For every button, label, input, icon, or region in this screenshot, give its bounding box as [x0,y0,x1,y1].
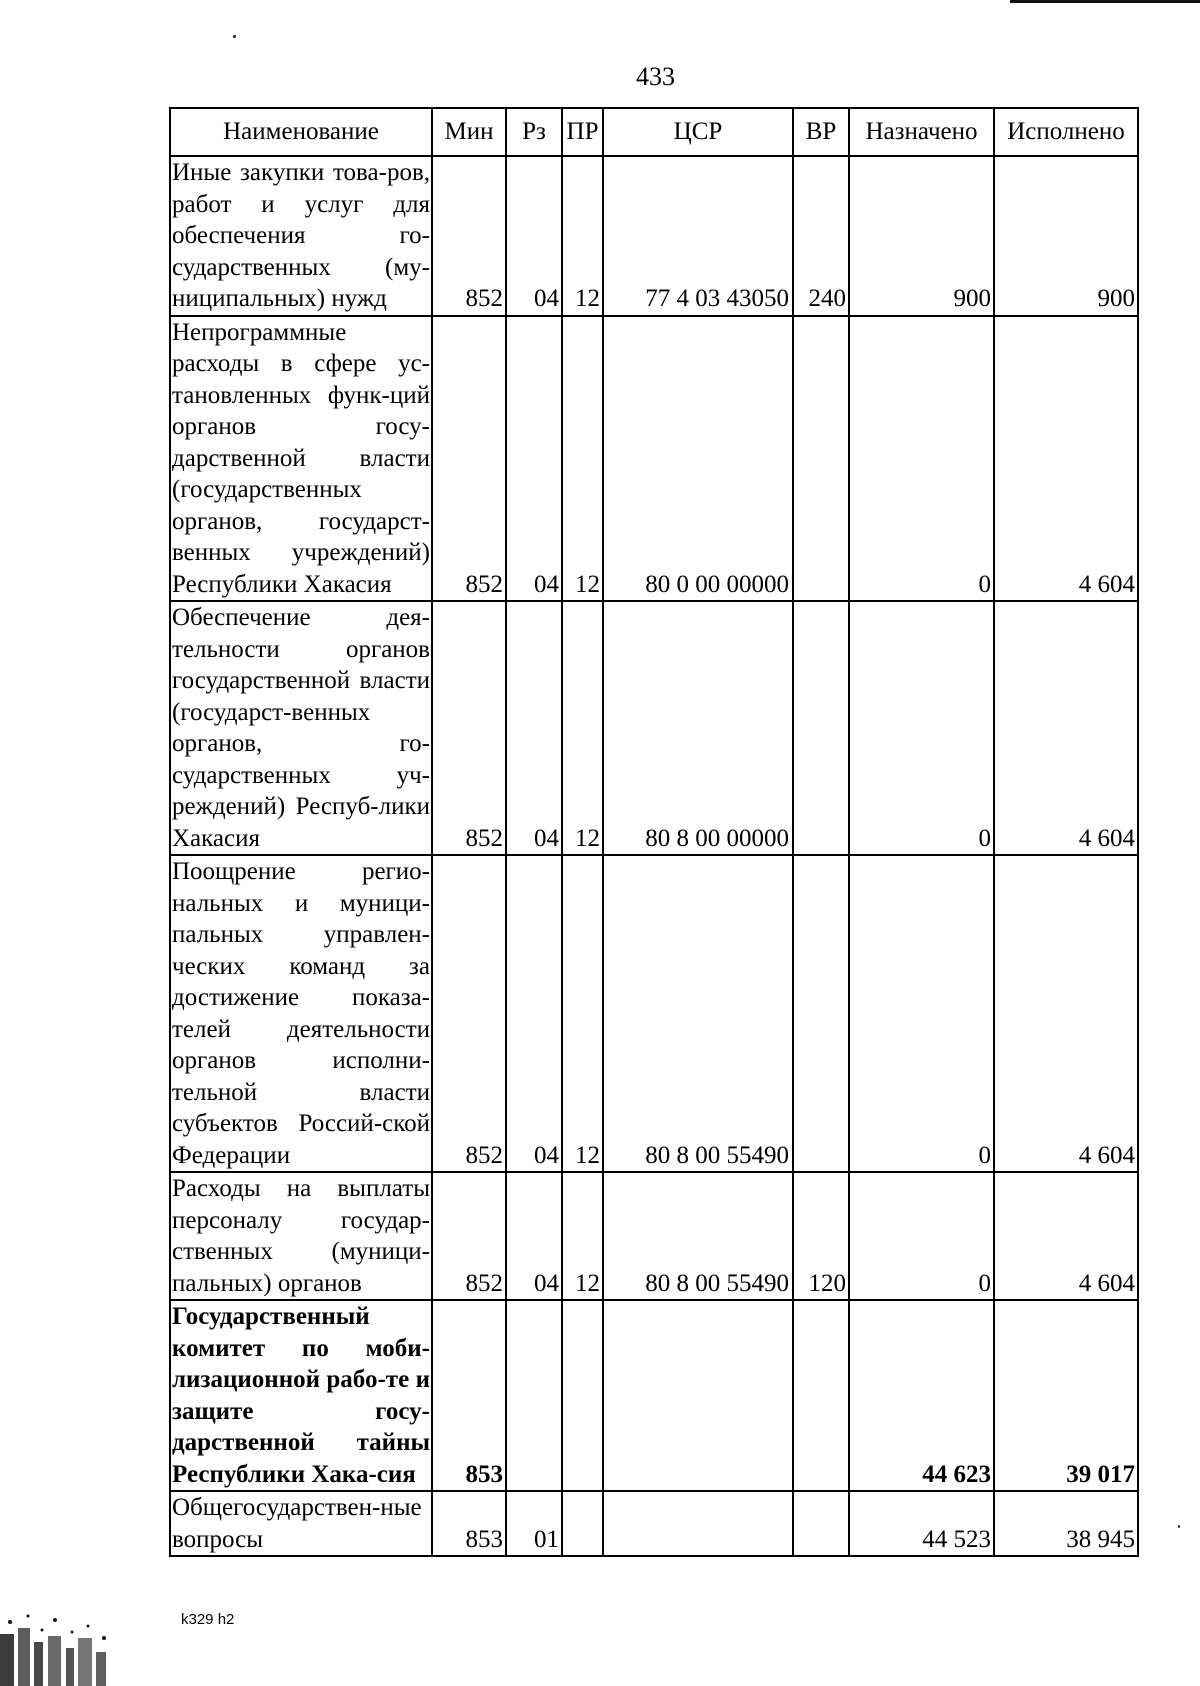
cell-vr [793,601,849,855]
cell-csr: 80 8 00 55490 [603,855,793,1172]
cell-csr: 80 8 00 55490 [603,1172,793,1300]
cell-csr [603,1491,793,1556]
cell-executed: 4 604 [994,601,1138,855]
cell-pr: 12 [562,316,603,602]
cell-name: Государственный комитет по моби-лизационной рабо-те и защите госу-дарственной тайны Республики Хака-сия [170,1300,432,1491]
table-row [170,156,1138,316]
budget-table [169,107,1139,1557]
cell-executed: 900 [994,156,1138,316]
cell-vr [793,855,849,1172]
table-header-row [170,108,1138,156]
cell-rz: 04 [506,1172,562,1300]
cell-pr [562,1300,603,1491]
cell-executed: 39 017 [994,1300,1138,1491]
cell-executed: 4 604 [994,1172,1138,1300]
cell-rz: 04 [506,601,562,855]
table-row [170,1491,1138,1556]
cell-assigned: 44 523 [849,1491,994,1556]
cell-pr: 12 [562,855,603,1172]
cell-csr: 80 8 00 00000 [603,601,793,855]
cell-min: 852 [432,156,506,316]
cell-rz: 04 [506,855,562,1172]
cell-rz: 04 [506,316,562,602]
cell-vr [793,1491,849,1556]
scan-speck [233,35,236,38]
table-row [170,855,1138,1172]
cell-executed: 4 604 [994,855,1138,1172]
header-executed: Исполнено [994,108,1138,156]
cell-name: Иные закупки това-ров, работ и услуг для обеспечения го-сударственных (му-ниципальных) нужд [170,156,432,316]
cell-min: 853 [432,1300,506,1491]
cell-rz [506,1300,562,1491]
cell-pr: 12 [562,1172,603,1300]
header-min: Мин [432,108,506,156]
cell-csr: 77 4 03 43050 [603,156,793,316]
header-csr: ЦСР [603,108,793,156]
cell-assigned: 0 [849,1172,994,1300]
header-rz: Рз [506,108,562,156]
page-number: 433 [636,62,675,91]
header-assigned: Назначено [849,108,994,156]
scan-noise [0,1608,112,1686]
table-row [170,601,1138,855]
cell-pr: 12 [562,156,603,316]
cell-assigned: 0 [849,601,994,855]
cell-name: Обеспечение дея-тельности органов государственной власти (государст-венных органов, го-сударственных уч-реждений) Респуб-лики Хакасия [170,601,432,855]
cell-vr: 240 [793,156,849,316]
cell-csr: 80 0 00 00000 [603,316,793,602]
table-row [170,1172,1138,1300]
header-pr: ПР [562,108,603,156]
cell-name: Расходы на выплаты персоналу государ-ственных (муници-пальных) органов [170,1172,432,1300]
scan-speck [1178,1525,1180,1528]
cell-assigned: 44 623 [849,1300,994,1491]
header-vr: ВР [793,108,849,156]
table-row [170,1300,1138,1491]
cell-pr [562,1491,603,1556]
table-row [170,316,1138,602]
cell-rz: 01 [506,1491,562,1556]
cell-executed: 38 945 [994,1491,1138,1556]
cell-assigned: 900 [849,156,994,316]
cell-rz: 04 [506,156,562,316]
cell-vr [793,316,849,602]
cell-min: 852 [432,601,506,855]
cell-vr [793,1300,849,1491]
cell-pr: 12 [562,601,603,855]
cell-name: Общегосударствен-ные вопросы [170,1491,432,1556]
cell-executed: 4 604 [994,316,1138,602]
cell-min: 852 [432,855,506,1172]
cell-csr [603,1300,793,1491]
header-name: Наименование [170,108,432,156]
cell-min: 852 [432,1172,506,1300]
cell-name: Непрограммные расходы в сфере ус-тановленных функ-ций органов госу-дарственной власти (государственных органов, государст-венных учреждений) Республики Хакасия [170,316,432,602]
cell-name: Поощрение регио-нальных и муници-пальных управлен-ческих команд за достижение показа-телей деятельности органов исполни-тельной власти субъектов Россий-ской Федерации [170,855,432,1172]
footer-code: k329 h2 [181,1611,235,1628]
cell-assigned: 0 [849,855,994,1172]
cell-min: 853 [432,1491,506,1556]
cell-vr: 120 [793,1172,849,1300]
cell-min: 852 [432,316,506,602]
cell-assigned: 0 [849,316,994,602]
scan-top-rule [1010,0,1200,3]
